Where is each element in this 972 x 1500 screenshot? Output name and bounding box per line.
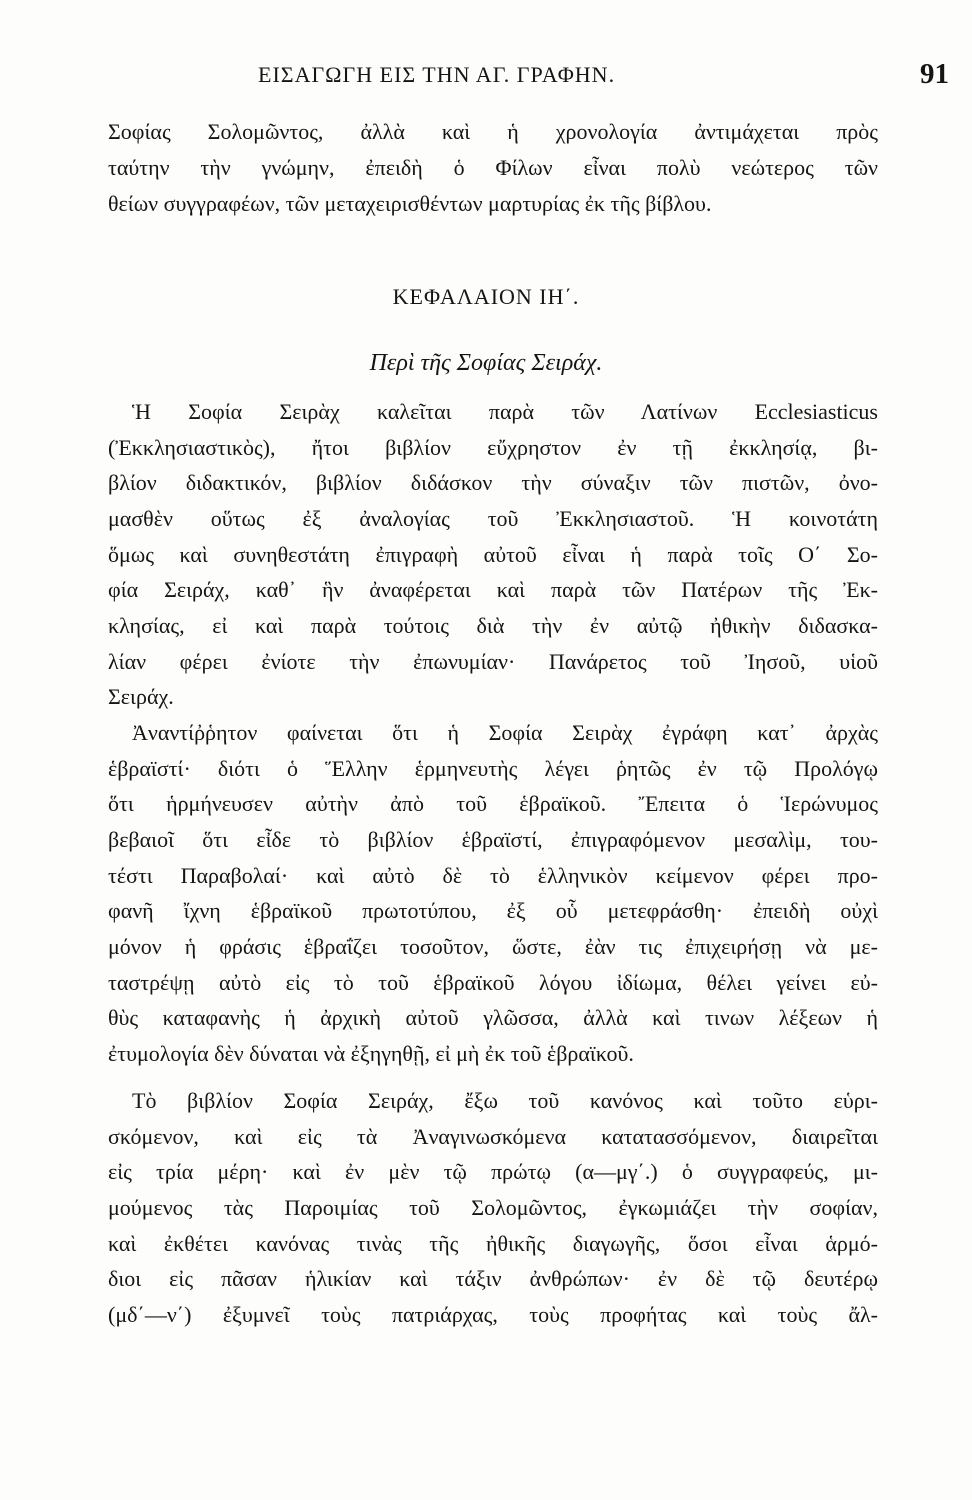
text-line: τέστι Παραβολαί· καὶ αὐτὸ δὲ τὸ ἑλληνικὸν κείμενον φέρει προ- bbox=[108, 863, 878, 888]
text-line: ὅμως καὶ συνηθεστάτη ἐπιγραφὴ αὐτοῦ εἶναι ἡ παρὰ τοῖς Ο΄ Σο- bbox=[108, 542, 878, 567]
text-line: φία Σειράχ, καθ᾽ ἣν ἀναφέρεται καὶ παρὰ τῶν Πατέρων τῆς Ἐκ- bbox=[108, 577, 878, 602]
text-line: (μδ΄—ν΄) ἐξυμνεῖ τοὺς πατριάρχας, τοὺς προφήτας καὶ τοὺς ἄλ- bbox=[108, 1302, 878, 1327]
text-line: διοι εἰς πᾶσαν ἡλικίαν καὶ τάξιν ἀνθρώπων· ἐν δὲ τῷ δευτέρῳ bbox=[108, 1266, 878, 1291]
chapter-heading: ΚΕΦΑΛΑΙΟΝ ΙΗ΄. bbox=[392, 284, 580, 309]
text-line: ταστρέψῃ αὐτὸ εἰς τὸ τοῦ ἑβραϊκοῦ λόγου ἰδίωμα, θέλει γείνει εὐ- bbox=[108, 970, 878, 995]
text-line: ἐτυμολογία δὲν δύναται νὰ ἐξηγηθῇ, εἰ μὴ ἐκ τοῦ ἑβραϊκοῦ. bbox=[108, 1041, 634, 1066]
text-line: φανῆ ἴχνη ἑβραϊκοῦ πρωτοτύπου, ἐξ οὗ μετεφράσθη· ἐπειδὴ οὐχὶ bbox=[108, 898, 878, 923]
text-line: Σειράχ. bbox=[108, 684, 174, 709]
text-line: ὅτι ἡρμήνευσεν αὐτὴν ἀπὸ τοῦ ἑβραϊκοῦ. Ἔπειτα ὁ Ἱερώνυμος bbox=[108, 791, 878, 816]
text-line: μούμενος τὰς Παροιμίας τοῦ Σολομῶντος, ἐγκωμιάζει τὴν σοφίαν, bbox=[108, 1195, 878, 1220]
text-line: μόνον ἡ φράσις ἑβραΐζει τοσοῦτον, ὥστε, ἐὰν τις ἐπιχειρήσῃ νὰ με- bbox=[108, 934, 878, 959]
text-line: Σοφίας Σολομῶντος, ἀλλὰ καὶ ἡ χρονολογία ἀντιμάχεται πρὸς bbox=[108, 119, 878, 144]
text-line: ταύτην τὴν γνώμην, ἐπειδὴ ὁ Φίλων εἶναι πολὺ νεώτερος τῶν bbox=[108, 155, 878, 180]
page-number: 91 bbox=[920, 58, 949, 90]
text-line: Ἀναντίῤῥητον φαίνεται ὅτι ἡ Σοφία Σειρὰχ ἐγράφη κατ᾽ ἀρχὰς bbox=[132, 720, 878, 745]
text-line: ἑβραϊστί· διότι ὁ Ἕλλην ἑρμηνευτὴς λέγει ῥητῶς ἐν τῷ Προλόγῳ bbox=[108, 756, 878, 781]
text-line: θείων συγγραφέων, τῶν μεταχειρισθέντων μαρτυρίας ἐκ τῆς βίβλου. bbox=[108, 191, 712, 216]
text-line: θὺς καταφανὴς ἡ ἀρχικὴ αὐτοῦ γλῶσσα, ἀλλὰ καὶ τινων λέξεων ἡ bbox=[108, 1005, 878, 1030]
chapter-subtitle: Περὶ τῆς Σοφίας Σειράχ. bbox=[369, 350, 603, 376]
text-line: (Ἐκκλησιαστικὸς), ἤτοι βιβλίον εὔχρηστον ἐν τῇ ἐκκλησίᾳ, βι- bbox=[108, 435, 878, 460]
text-line: Ἡ Σοφία Σειρὰχ καλεῖται παρὰ τῶν Λατίνων Ecclesiasticus bbox=[132, 399, 878, 424]
text-line: μασθὲν οὕτως ἐξ ἀναλογίας τοῦ Ἐκκλησιαστοῦ. Ἡ κοινοτάτη bbox=[108, 506, 878, 531]
text-line: λίαν φέρει ἐνίοτε τὴν ἐπωνυμίαν· Πανάρετος τοῦ Ἰησοῦ, υἱοῦ bbox=[108, 649, 878, 674]
text-line: εἰς τρία μέρη· καὶ ἐν μὲν τῷ πρώτῳ (α—μγ΄.) ὁ συγγραφεύς, μι- bbox=[108, 1159, 878, 1184]
text-line: σκόμενον, καὶ εἰς τὰ Ἀναγινωσκόμενα κατατασσόμενον, διαιρεῖται bbox=[108, 1124, 878, 1149]
text-line: βεβαιοῖ ὅτι εἶδε τὸ βιβλίον ἑβραϊστί, ἐπιγραφόμενον μεσαλὶμ, του- bbox=[108, 827, 878, 852]
text-line: Τὸ βιβλίον Σοφία Σειράχ, ἔξω τοῦ κανόνος καὶ τοῦτο εὑρι- bbox=[132, 1088, 878, 1113]
text-line: βλίον διδακτικόν, βιβλίον διδάσκον τὴν σύναξιν τῶν πιστῶν, ὀνο- bbox=[108, 470, 878, 495]
running-head: ΕΙΣΑΓΩΓΗ ΕΙΣ ΤΗΝ ΑΓ. ΓΡΑΦΗΝ. bbox=[258, 62, 616, 87]
text-line: κλησίας, εἰ καὶ παρὰ τούτοις διὰ τὴν ἐν αὐτῷ ἠθικὴν διδασκα- bbox=[108, 613, 878, 638]
text-line: καὶ ἐκθέτει κανόνας τινὰς τῆς ἠθικῆς διαγωγῆς, ὅσοι εἶναι ἁρμό- bbox=[108, 1231, 878, 1256]
